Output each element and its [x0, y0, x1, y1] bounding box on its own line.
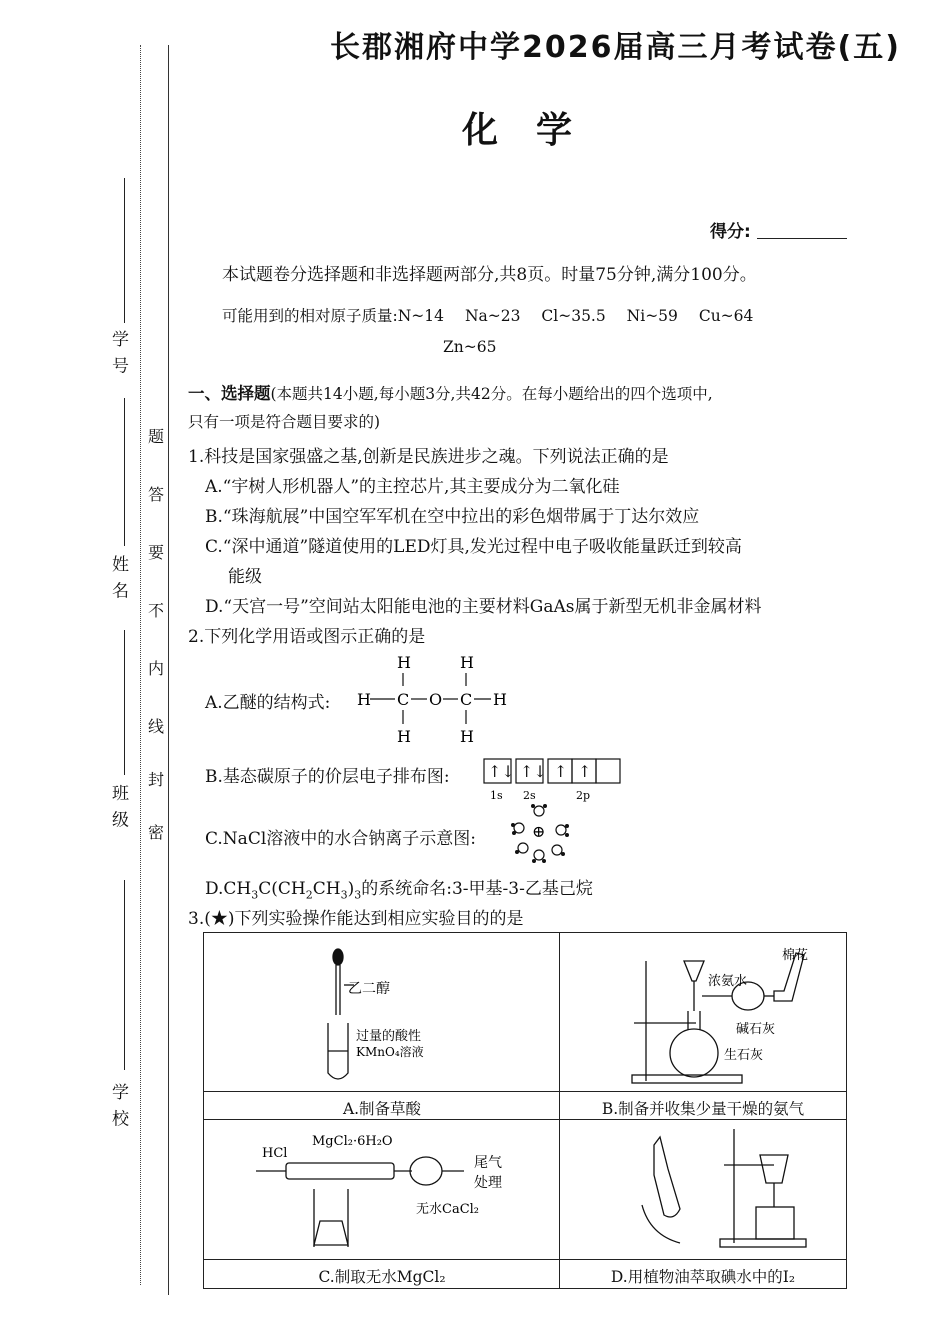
intro-line: 本试题卷分选择题和非选择题两部分,共8页。时量75分钟,满分100分。 [222, 265, 757, 285]
seal-char: 题 [148, 427, 165, 446]
formula-part: C(CH [258, 879, 306, 899]
atom-c: C [397, 690, 410, 709]
field-class-label: 班 级 [108, 784, 128, 830]
formula-part: CH [312, 879, 341, 899]
q1-stem: 1.科技是国家强盛之基,创新是民族进步之魂。下列说法正确的是 [188, 447, 669, 467]
field-name-label: 姓 名 [108, 555, 128, 601]
field-school-label: 学 校 [108, 1083, 128, 1129]
atomic-mass: Cu~64 [698, 307, 754, 325]
formula-part: 的系统命名:3-甲基-3-乙基己烷 [361, 879, 593, 899]
field-student-id-label: 学 号 [108, 330, 128, 376]
atomic-mass: Zn~65 [443, 338, 497, 356]
atomic-mass: Na~23 [464, 307, 521, 325]
label: 乙二醇 [348, 981, 390, 997]
seal-char: 密 [148, 823, 165, 842]
q2-option-d: $D.CH_3C(CH_2CH_3)_3$的系统命名:3-甲基-3-乙基己烷 [205, 879, 593, 902]
section-title: 一、选择题 [188, 384, 271, 403]
seal-char: 答 [148, 485, 165, 504]
apparatus-d [624, 1125, 834, 1255]
label: 碱石灰 [736, 1022, 776, 1037]
name-field[interactable] [124, 398, 125, 546]
ether-structure [355, 648, 525, 748]
atomic-mass: Ni~59 [626, 307, 678, 325]
student-id-field[interactable] [124, 178, 125, 323]
q2-option-b-label: B.基态碳原子的价层电子排布图: [205, 767, 450, 787]
atomic-mass-label: 可能用到的相对原子质量: [222, 307, 398, 325]
atomic-mass: N~14 [397, 307, 445, 325]
atomic-mass: Cl~35.5 [541, 307, 606, 325]
q1-option-b: B.“珠海航展”中国空军军机在空中拉出的彩色烟带属于丁达尔效应 [205, 507, 700, 527]
formula-part: D.CH [205, 879, 252, 899]
atom-h: H [357, 690, 371, 709]
orbital-diagram [480, 756, 625, 802]
caption-b: B.制备并收集少量干燥的氨气 [601, 1100, 805, 1118]
q2-stem: 2.下列化学用语或图示正确的是 [188, 627, 426, 647]
school-field[interactable] [124, 880, 125, 1070]
section-desc: 只有一项是符合题目要求的) [188, 413, 381, 431]
atom-h: H [493, 690, 507, 709]
q1-option-c-cont: 能级 [228, 567, 262, 587]
experiment-table [203, 932, 847, 1289]
exam-title: 长郡湘府中学2026届高三月考试卷(五) [330, 30, 901, 65]
seal-char: 内 [148, 659, 165, 678]
caption-d: D.用植物油萃取碘水中的I₂ [610, 1268, 796, 1286]
caption-a: A.制备草酸 [342, 1100, 422, 1118]
label: 过量的酸性 [356, 1029, 422, 1044]
section-heading [188, 380, 713, 404]
atomic-mass-line [222, 304, 753, 326]
subscript: 2 [305, 888, 313, 902]
label: HCl [262, 1146, 288, 1161]
q1-option-d: D.“天宫一号”空间站太阳能电池的主要材料GaAs属于新型无机非金属材料 [205, 597, 762, 617]
table-divider [204, 1259, 846, 1260]
atom-c: C [460, 690, 473, 709]
label: KMnO₄溶液 [356, 1045, 424, 1059]
subscript: 3 [251, 888, 259, 902]
sodium-ion: ⊕ [532, 822, 546, 841]
label: 生石灰 [724, 1048, 764, 1063]
apparatus-c [224, 1129, 544, 1255]
dotted-binding-line [140, 45, 141, 1285]
table-divider [204, 1091, 846, 1092]
score-label: 得分: [710, 222, 751, 242]
q1-option-a: A.“宇树人形机器人”的主控芯片,其主要成分为二氧化硅 [205, 477, 620, 497]
seal-char: 线 [148, 717, 165, 736]
label: 处理 [474, 1175, 502, 1191]
table-divider [204, 1119, 846, 1120]
label: 无水CaCl₂ [416, 1202, 480, 1217]
seal-char: 封 [148, 770, 165, 789]
subscript: 3 [340, 888, 348, 902]
apparatus-b [624, 941, 834, 1089]
q1-option-c: C.“深中通道”隧道使用的LED灯具,发光过程中电子吸收能量跃迁到较高 [205, 537, 742, 557]
binding-line [168, 45, 169, 1295]
atom-h: H [397, 653, 411, 672]
svg-text:↑↓: ↑↓ [520, 762, 547, 781]
q2-option-a-label: A.乙醚的结构式: [205, 693, 331, 713]
svg-text:↑: ↑ [554, 762, 568, 781]
atom-h: H [460, 727, 474, 746]
orbital-label: 1s [490, 789, 503, 802]
q3-stem: 3.(★)下列实验操作能达到相应实验目的的是 [188, 909, 524, 929]
label: 尾气 [474, 1155, 502, 1171]
orbital-label: 2p [576, 789, 591, 802]
atom-o: O [429, 690, 443, 709]
label: 浓氨水 [708, 974, 748, 989]
subject-title: 化学 [462, 110, 611, 151]
apparatus-a [304, 943, 464, 1088]
section-desc: (本题共14小题,每小题3分,共42分。在每小题给出的四个选项中, [270, 385, 713, 403]
caption-c: C.制取无水MgCl₂ [318, 1268, 446, 1286]
q2-option-c-label: C.NaCl溶液中的水合钠离子示意图: [205, 829, 476, 849]
svg-text:↑↓: ↑↓ [488, 762, 515, 781]
label: MgCl₂·6H₂O [312, 1134, 393, 1149]
svg-text:↑: ↑ [578, 762, 592, 781]
orbital-label: 2s [523, 789, 536, 802]
seal-char: 要 [148, 543, 165, 562]
subscript: 3 [354, 888, 362, 902]
atom-h: H [397, 727, 411, 746]
atom-h: H [460, 653, 474, 672]
class-field[interactable] [124, 630, 125, 775]
label: 棉花 [782, 948, 809, 963]
hydrated-sodium-ion [505, 800, 575, 865]
seal-char: 不 [148, 601, 165, 620]
score-field[interactable] [757, 238, 847, 239]
